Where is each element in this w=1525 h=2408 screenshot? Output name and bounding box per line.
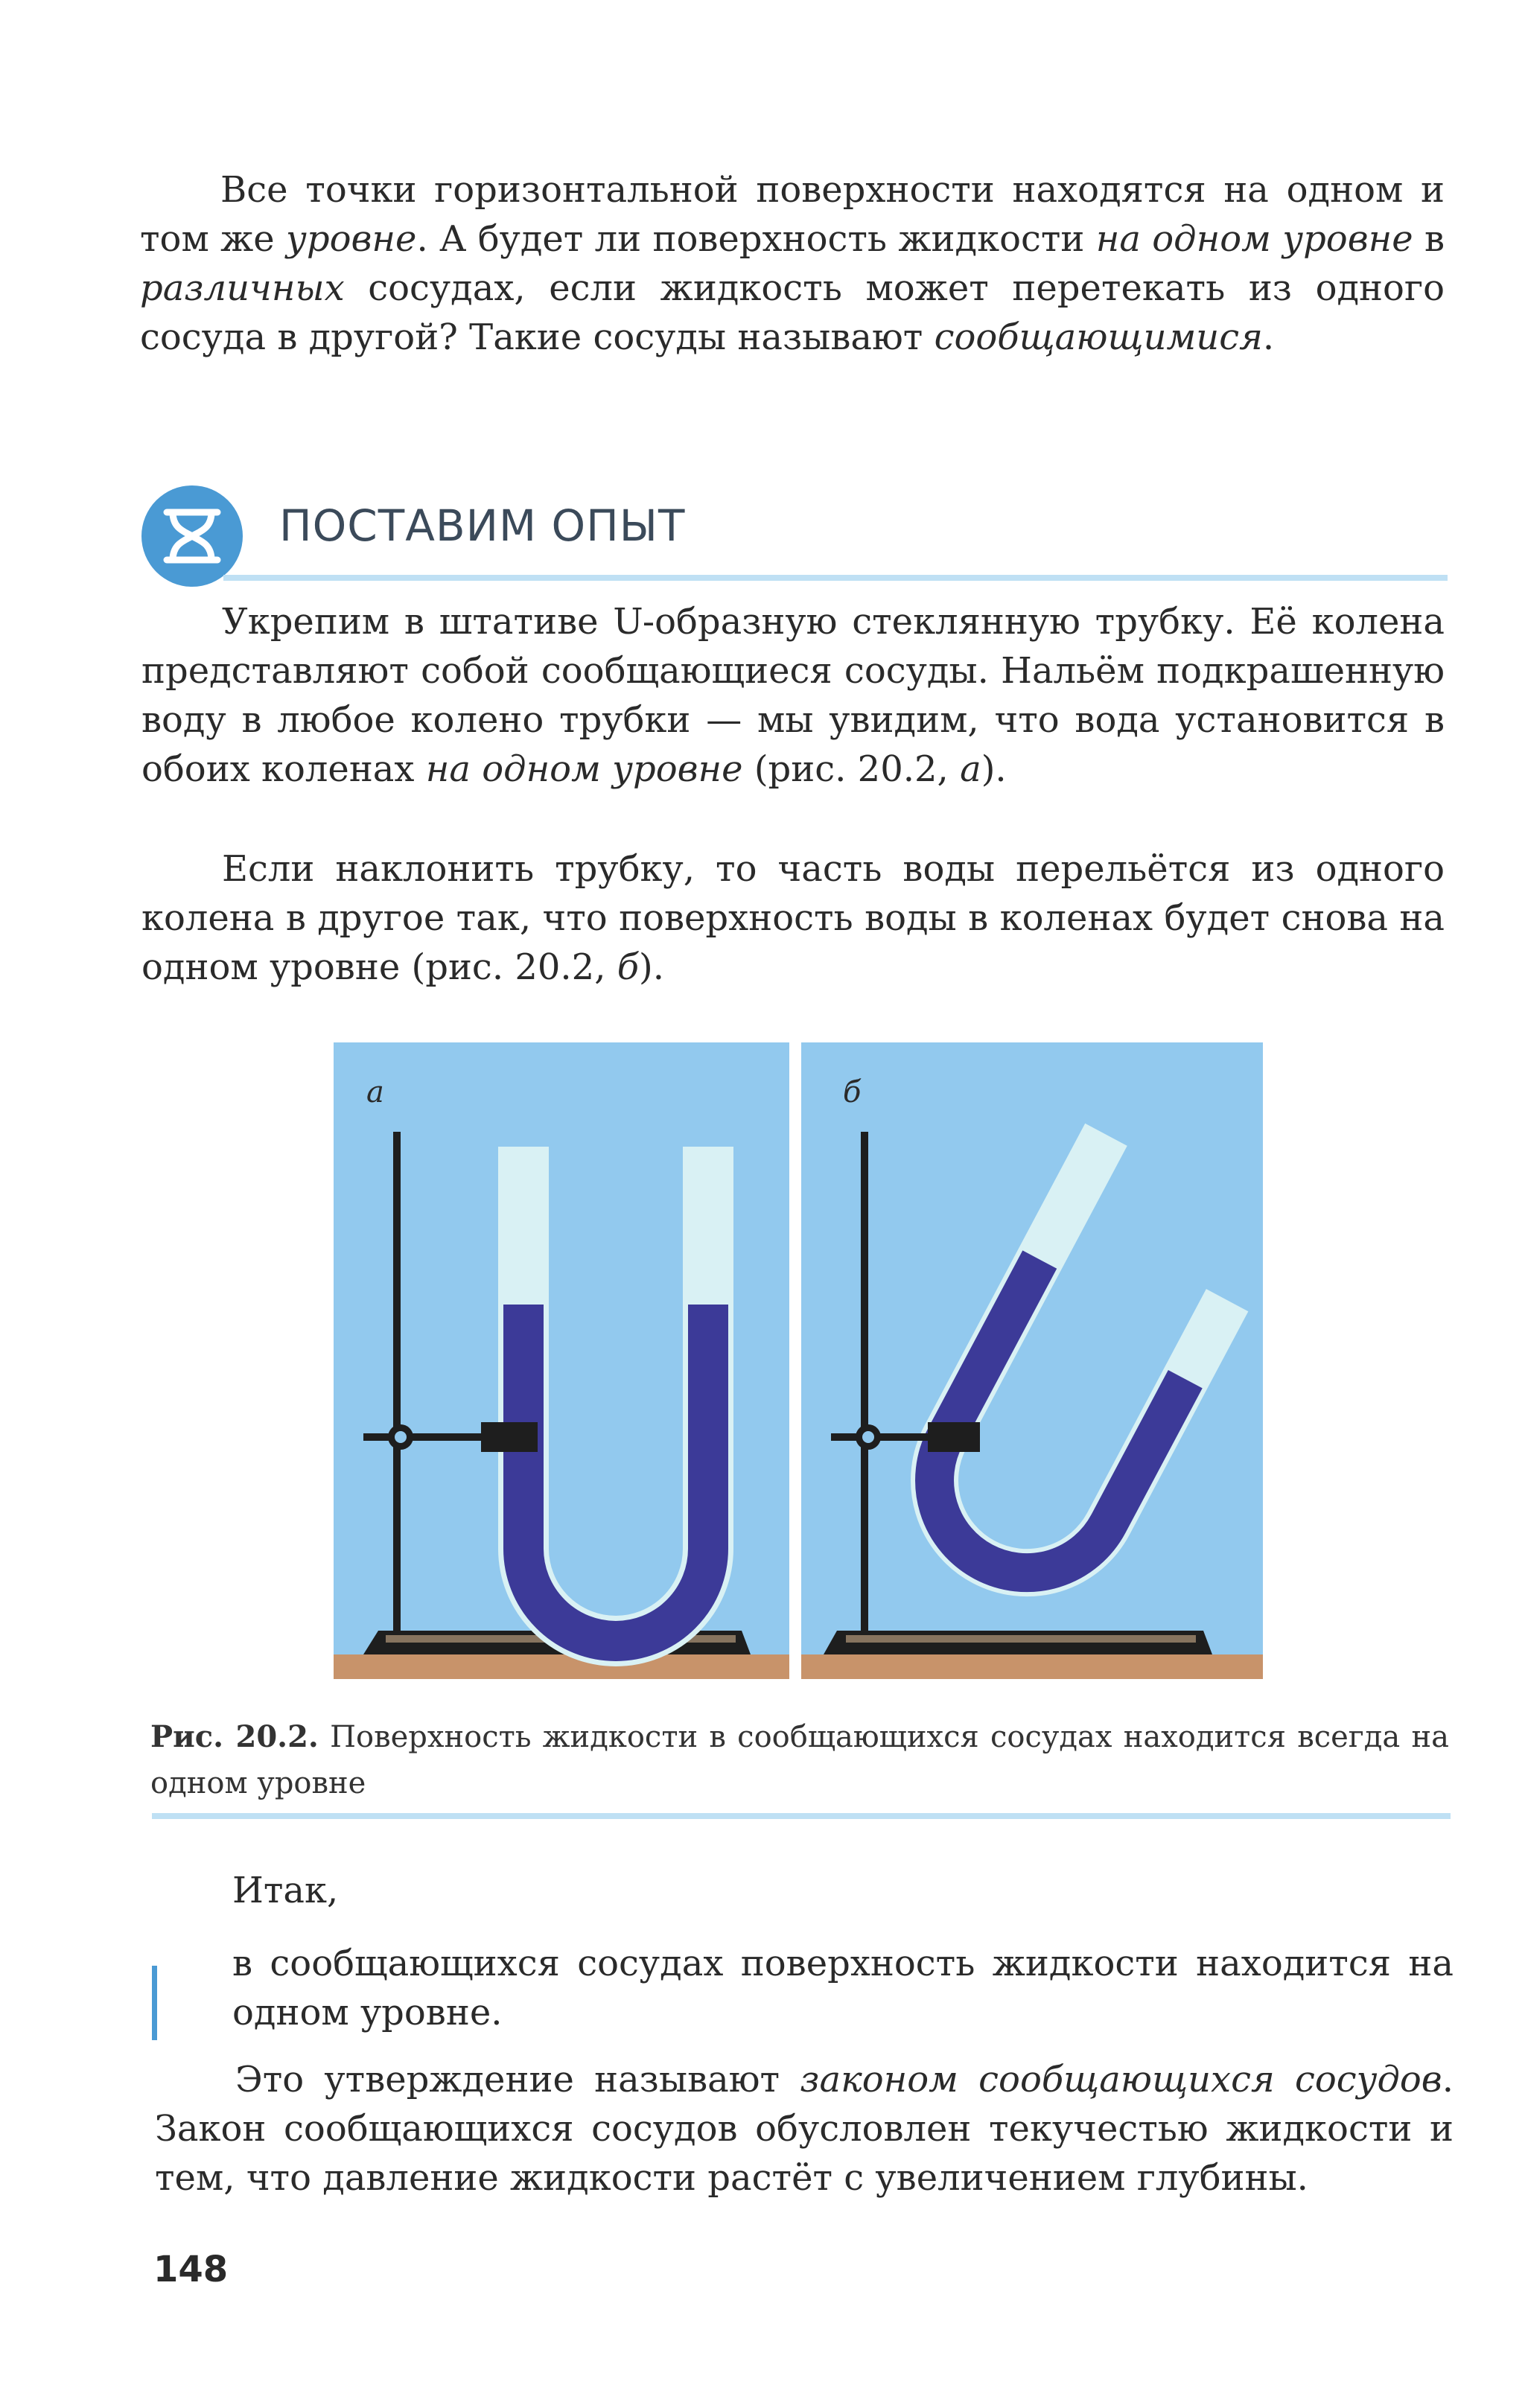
figure-caption: Рис. 20.2. Поверхность жидкости в сообщающихся сосудах находится всегда на одном уровне — [150, 1719, 1449, 1800]
panel-b-label: б — [843, 1075, 862, 1109]
panel-a — [334, 1042, 789, 1679]
caption-divider — [152, 1813, 1451, 1819]
experiment-divider — [223, 575, 1448, 581]
experiment-title: ПОСТАВИМ ОПЫТ — [279, 500, 686, 551]
law-statement: в сообщающихся сосудах поверхность жидкости находится на одном уровне. — [232, 1943, 1454, 2033]
page-number: 148 — [153, 2249, 229, 2290]
hourglass-icon — [139, 482, 246, 590]
conclusion-lead: Итак, — [232, 1870, 339, 1911]
experiment-paragraph-1: Укрепим в штативе U-образную стеклянную трубку. Её колена представляют собой сообщающиеся сосуды. Нальём подкрашенную воду в любое колено трубки — мы увидим, что вода установится в обоих коленах на одном уровне (рис. 20.2, а). — [141, 601, 1445, 790]
panel-b — [801, 1042, 1263, 1679]
experiment-paragraph-2: Если наклонить трубку, то часть воды перельётся из одного колена в другое так, что поверхность воды в коленах будет снова на одном уровне (рис. 20.2, б). — [141, 848, 1445, 988]
intro-paragraph: Все точки горизонтальной поверхности находятся на одном и том же уровне. А будет ли поверхность жидкости на одном уровне в различных сосудах, если жидкость может перетекать из одного сосуда в другой? Такие сосуды называют сообщающимися. — [140, 169, 1445, 358]
law-marker-bar — [152, 1966, 157, 2040]
panel-a-label: а — [366, 1075, 384, 1109]
law-paragraph: Это утверждение называют законом сообщающихся сосудов. Закон сообщающихся сосудов обусловлен текучестью жидкости и тем, что давление жидкости растёт с увеличением глубины. — [155, 2059, 1454, 2199]
figure-communicating-vessels — [334, 1042, 1263, 1679]
